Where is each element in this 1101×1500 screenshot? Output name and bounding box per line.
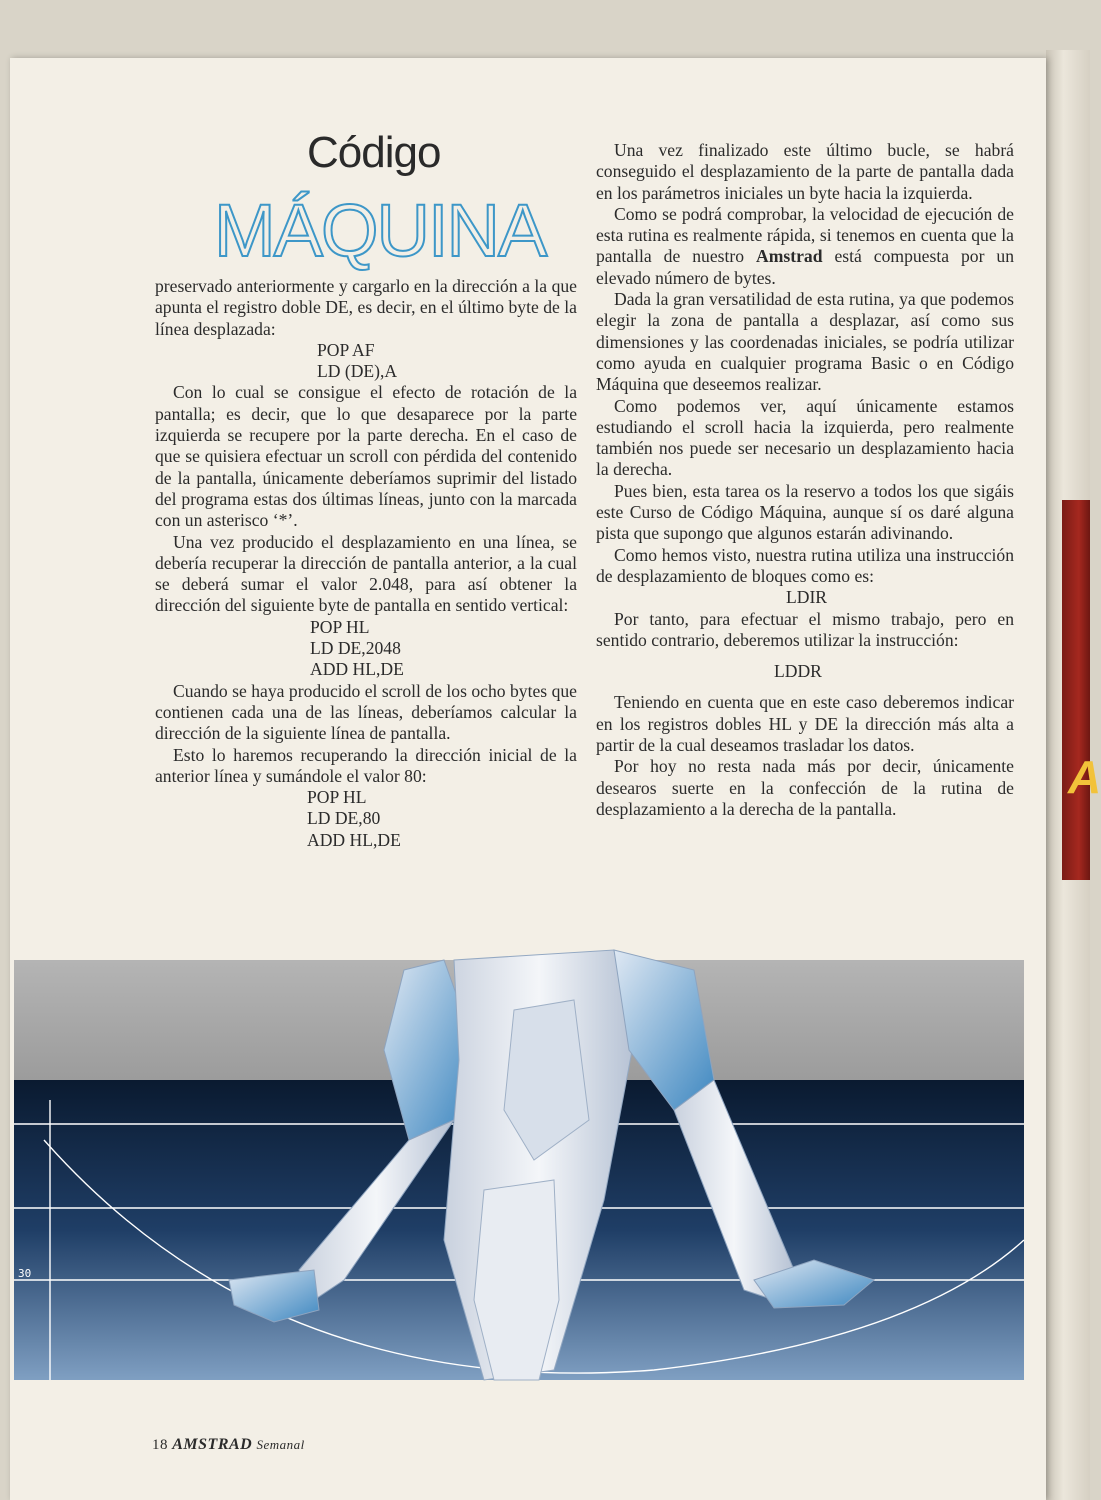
illustration	[14, 940, 1024, 1380]
code-line: LD DE,2048	[310, 638, 401, 659]
code-block	[155, 787, 577, 851]
illustration-label: 30	[18, 1267, 32, 1280]
text-run: está compuesta por un elevado número de bytes.	[596, 246, 1015, 288]
paragraph: Como hemos visto, nuestra rutina utiliza una instrucción de desplazamiento de bloques como es:	[596, 544, 1014, 586]
paragraph: Por hoy no resta nada más por decir, únicamente desearos suerte en la confección de la rutina de desplazamiento a la derecha de la pantalla.	[596, 756, 1014, 819]
code-line: LD (DE),A	[317, 361, 398, 382]
code-line: LDDR	[774, 661, 822, 682]
adjacent-page-glyph: A	[1068, 751, 1101, 803]
title-codigo: Código	[307, 128, 441, 177]
paragraph: Esto lo haremos recuperando la dirección inicial de la anterior línea y sumándole el valor 80:	[155, 744, 577, 786]
page-footer	[152, 1436, 305, 1454]
arm-hanging	[474, 1180, 559, 1380]
right-column	[596, 140, 1014, 820]
code-line: POP AF	[317, 339, 375, 360]
paragraph: Por tanto, para efectuar el mismo trabajo, pero en sentido contrario, deberemos utilizar la instrucción:	[596, 608, 1014, 650]
title-maquina: MÁQUINA	[214, 189, 546, 272]
code-line: ADD HL,DE	[310, 659, 404, 680]
code-block	[155, 340, 577, 383]
paragraph: preservado anteriormente y cargarlo en la dirección a la que apunta el registro doble DE, es decir, en el último byte de la línea desplazada:	[155, 276, 577, 339]
paragraph	[596, 204, 1014, 289]
paragraph: Como podemos ver, aquí únicamente estamos estudiando el scroll hacia la izquierda, pero realmente también nos puede ser necesario un desplazamiento hacia la derecha.	[596, 395, 1014, 480]
magazine-edition: Semanal	[256, 1437, 305, 1452]
code-line: ADD HL,DE	[307, 829, 401, 850]
paragraph: Una vez finalizado este último bucle, se habrá conseguido el desplazamiento de la parte de pantalla dada en los parámetros iniciales un byte hacia la izquierda.	[596, 140, 1014, 203]
left-column	[155, 276, 577, 851]
code-block	[155, 617, 577, 681]
paragraph: Con lo cual se consigue el efecto de rotación de la pantalla; es decir, que lo que desaparece por la parte izquierda se recupere por la parte derecha. En el caso de que se quisiera efectuar un scroll con pérdida del contenido de la pantalla, únicamente deberíamos suprimir del listado del programa estas dos últimas líneas, junto con la marcada con un asterisco ‘*’.	[155, 382, 577, 531]
text-run: Como se podrá comprobar, la velocidad de ejecución de esta rutina es realmente rápida, si tenemos en cuenta que la pantalla de nuestro	[596, 203, 1014, 267]
code-line: POP HL	[310, 616, 370, 637]
paragraph: Cuando se haya producido el scroll de los ocho bytes que contienen cada una de las líneas, deberíamos calcular la dirección de la siguiente línea de pantalla.	[155, 680, 577, 744]
paragraph: Dada la gran versatilidad de esta rutina, ya que podemos elegir la zona de pantalla a desplazar, así como sus dimensiones y las coordenadas iniciales, se podría utilizar como ayuda en cualquier programa Basic o en Código Máquina que deseemos realizar.	[596, 289, 1014, 395]
paragraph: Teniendo en cuenta que en este caso deberemos indicar en los registros dobles HL y DE la dirección más alta a partir de la cual deseamos trasladar los datos.	[596, 692, 1014, 756]
paragraph: Una vez producido el desplazamiento en una línea, se debería recuperar la dirección de pantalla anterior, a la cual se deberá sumar el valor 2.048, para así obtener la dirección del siguiente byte de pantalla en sentido vertical:	[155, 531, 577, 616]
brand-name: Amstrad	[756, 246, 823, 267]
code-line: LD DE,80	[307, 808, 381, 829]
page-number: 18	[152, 1437, 168, 1453]
adjacent-page-red-strip	[1062, 500, 1101, 880]
code-line: POP HL	[307, 787, 367, 808]
paragraph: Pues bien, esta tarea os la reservo a todos los que sigáis este Curso de Código Máquina, aunque sí os daré alguna pista que supongo que algunos estarán adivinando.	[596, 480, 1014, 544]
magazine-name: AMSTRAD	[172, 1436, 253, 1453]
code-line: LDIR	[786, 587, 828, 608]
